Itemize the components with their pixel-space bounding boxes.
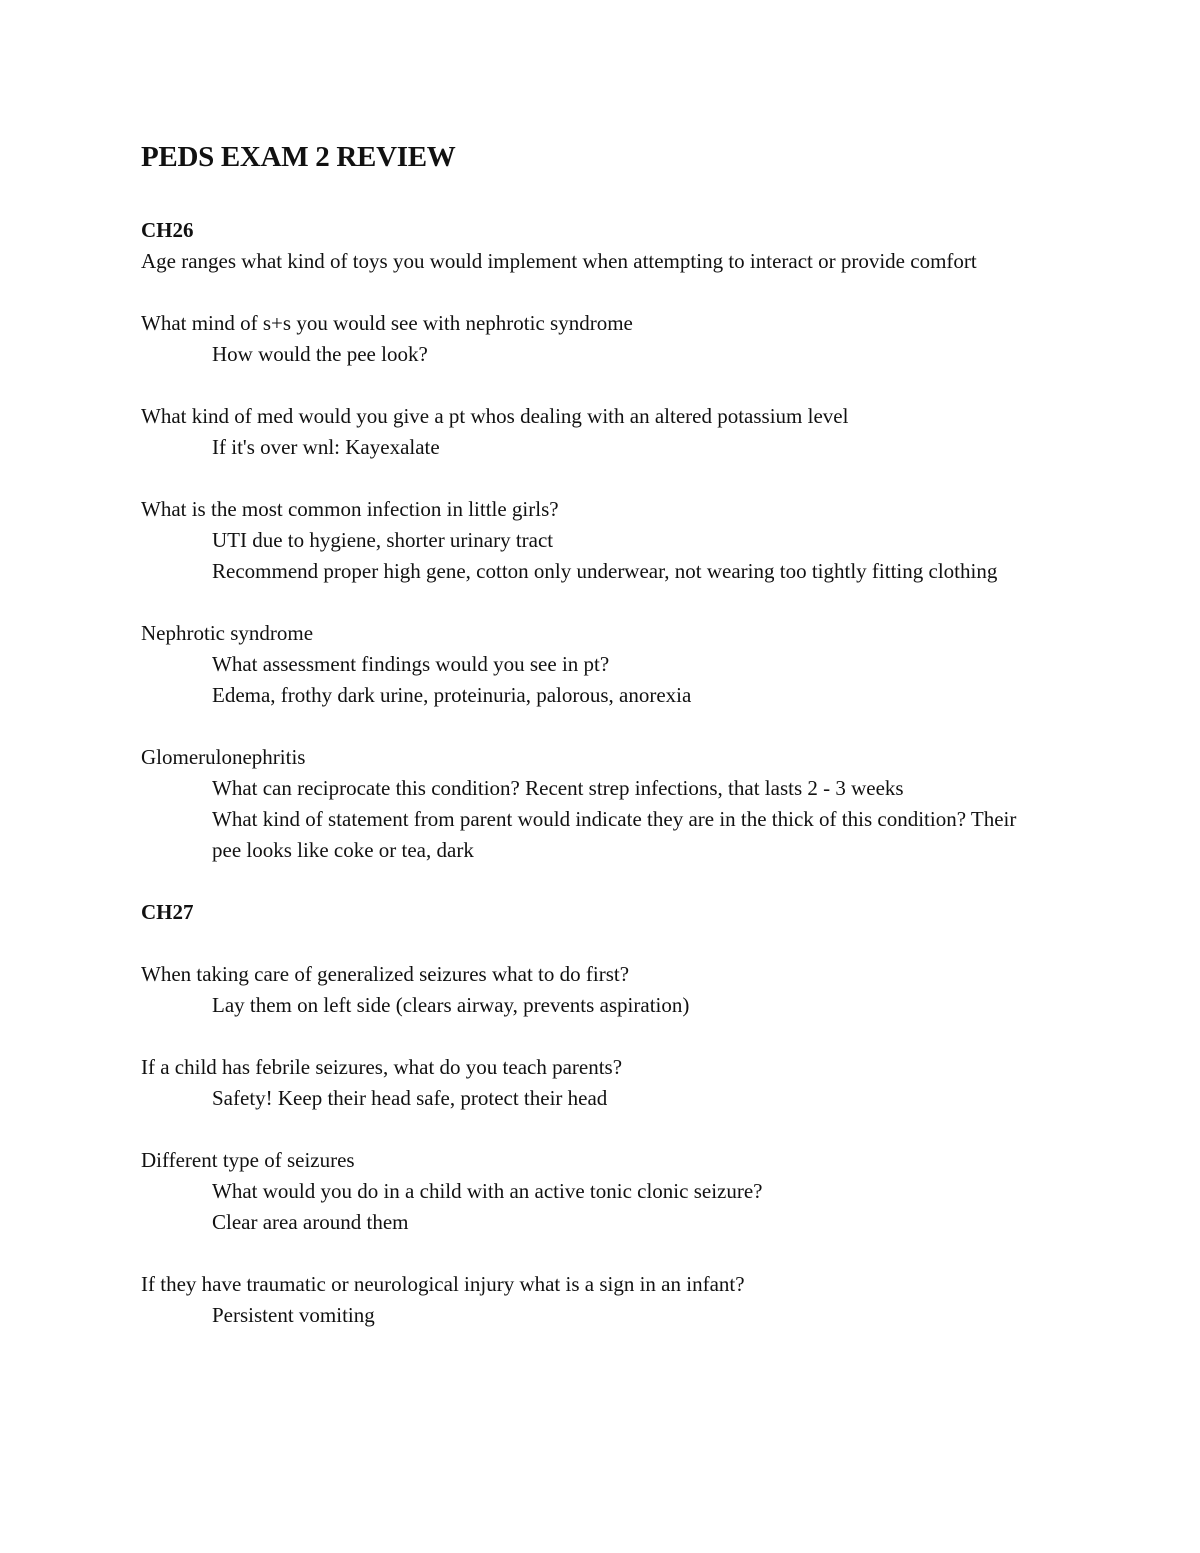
- question-common-infection: What is the most common infection in little girls?: [141, 497, 559, 521]
- spacer: [141, 370, 1041, 401]
- subitem-recommend-hygiene: Recommend proper high gene, cotton only underwear, not wearing too tightly fitting clothing: [212, 559, 998, 583]
- subitem-pee-look: How would the pee look?: [212, 342, 428, 366]
- subitem-tonic-clonic-question: What would you do in a child with an active tonic clonic seizure?: [212, 1179, 763, 1203]
- section-heading-ch26: CH26: [141, 218, 194, 242]
- subitem-assessment-findings: Edema, frothy dark urine, proteinuria, palorous, anorexia: [212, 683, 692, 707]
- section-heading-ch27: CH27: [141, 900, 194, 924]
- subitem-assessment-question: What assessment findings would you see in pt?: [212, 652, 610, 676]
- spacer: [141, 1238, 1041, 1269]
- question-generalized-seizures: When taking care of generalized seizures what to do first?: [141, 962, 630, 986]
- subitem-clear-area: Clear area around them: [212, 1210, 409, 1234]
- question-toys: Age ranges what kind of toys you would implement when attempting to interact or provide comfort: [141, 249, 977, 273]
- document-title: PEDS EXAM 2 REVIEW: [141, 141, 456, 173]
- spacer: [141, 928, 1041, 959]
- question-infant-injury-sign: If they have traumatic or neurological injury what is a sign in an infant?: [141, 1272, 745, 1296]
- spacer: [141, 1114, 1041, 1145]
- question-nephrotic-signs: What mind of s+s you would see with nephrotic syndrome: [141, 311, 633, 335]
- topic-seizure-types: Different type of seizures: [141, 1148, 355, 1172]
- spacer: [141, 587, 1041, 618]
- subitem-parent-statement: What kind of statement from parent would indicate they are in the thick of this condition? Their pee looks like coke or tea, dark: [212, 807, 1022, 862]
- topic-glomerulonephritis: Glomerulonephritis: [141, 745, 306, 769]
- subitem-uti: UTI due to hygiene, shorter urinary tract: [212, 528, 554, 552]
- spacer: [141, 463, 1041, 494]
- subitem-persistent-vomiting: Persistent vomiting: [212, 1303, 375, 1327]
- question-potassium-med: What kind of med would you give a pt whos dealing with an altered potassium level: [141, 404, 849, 428]
- subitem-safety: Safety! Keep their head safe, protect their head: [212, 1086, 608, 1110]
- subitem-left-side: Lay them on left side (clears airway, prevents aspiration): [212, 993, 690, 1017]
- spacer: [141, 711, 1041, 742]
- subitem-cause: What can reciprocate this condition? Recent strep infections, that lasts 2 - 3 weeks: [212, 776, 904, 800]
- subitem-kayexalate: If it's over wnl: Kayexalate: [212, 435, 440, 459]
- spacer: [141, 277, 1041, 308]
- spacer: [141, 866, 1041, 897]
- document-body: [141, 140, 1041, 1331]
- topic-nephrotic-syndrome: Nephrotic syndrome: [141, 621, 314, 645]
- spacer: [141, 1021, 1041, 1052]
- question-febrile-seizures: If a child has febrile seizures, what do you teach parents?: [141, 1055, 623, 1079]
